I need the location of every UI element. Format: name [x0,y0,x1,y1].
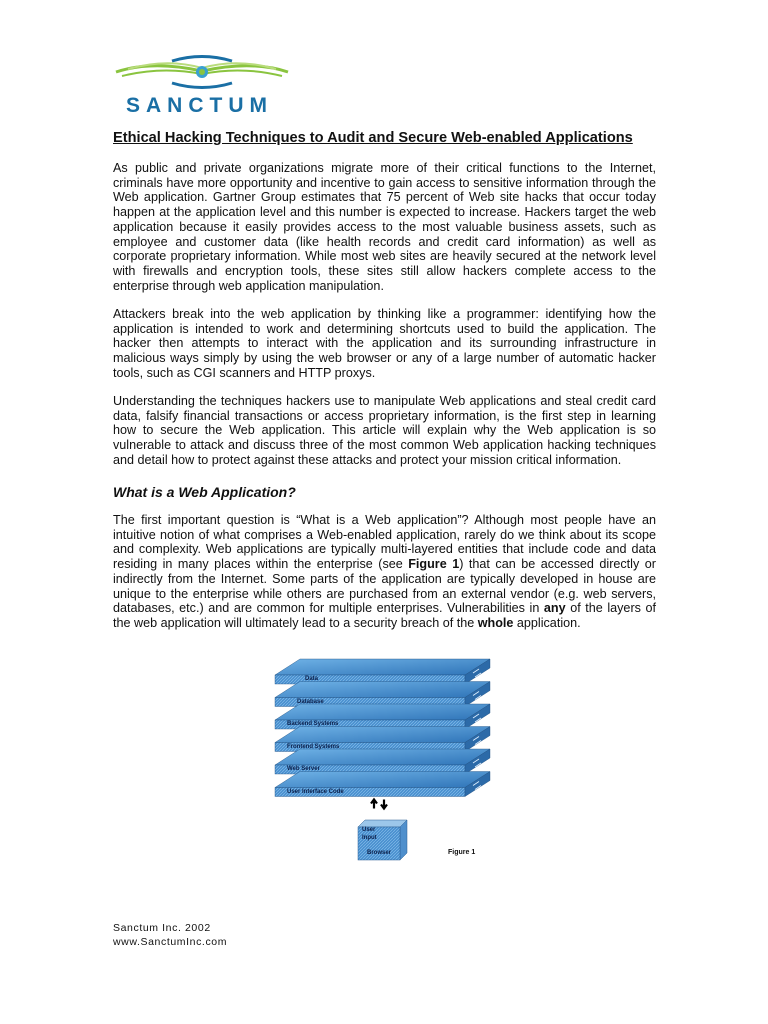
layer-top-face [275,682,490,698]
layer-top-face [275,727,490,743]
layer-top-face [275,749,490,765]
footer-url: www.SanctumInc.com [113,936,228,948]
box-label-user: User [362,827,376,833]
text-run: The first important question is “What is a Web application”? Although most people have an intuitive notion of what comprises a Web-enabled application, rarely do we think about its scope and complexity. Web applications are typically multi-layered entities that include code and data residing in many places within the enterprise (see [113,513,656,572]
logo-eye-icon [112,52,292,92]
sanctum-logo [112,52,292,122]
paragraph-3: Understanding the techniques hackers use to manipulate Web applications and steal credit card data, falsify financial transactions or access proprietary information, is the first step in learning how to secure the Web application. This article will explain why the Web application is so vulnerable to attack and discuss three of the most common Web application hacking techniques and detail how to protect against these attacks and protect your mission critical information. [113,394,656,467]
emphasis-any: any [543,601,566,616]
layer-label: Web Server [287,766,320,772]
text-run: application. [513,615,581,630]
layer-top-face [275,704,490,720]
layer-stack-diagram [270,655,500,865]
up-arrow-icon [371,800,377,809]
figure-caption: Figure 1 [448,849,476,856]
section-heading: What is a Web Application? [113,484,296,500]
layer-label: Backend Systems [287,721,339,727]
footer [113,921,227,949]
layer-top-face [275,772,490,788]
document-title: Ethical Hacking Techniques to Audit and Secure Web-enabled Applications [113,130,633,146]
figure-reference: Figure 1 [408,557,460,572]
footer-company: Sanctum Inc. 2002 [113,922,211,934]
layer-label: Database [297,698,324,705]
down-arrow-icon [381,800,387,809]
paragraph-1: As public and private organizations migrate more of their critical functions to the Internet, criminals have more opportunity and incentive to gain access to sensitive information through the Web application. Gartner Group estimates that 75 percent of Web site hacks that occur today happen at the application level and this number is expected to increase. Hackers target the web application because it easily provides access to the most valuable business assets, such as employee and customer data (like health records and credit card information) as well as corporate proprietary information. While most web sites are heavily secured at the network level with firewalls and encryption tools, these sites still allow hackers complete access to the enterprise through web application manipulation. [113,161,656,293]
layer-label: Data [305,676,319,682]
layer-label: Frontend Systems [287,743,340,750]
paragraph-4 [113,513,656,631]
emphasis-whole: whole [477,615,514,630]
text-run: ) that can be accessed directly or indirectly from the Internet. Some parts of the application are typically developed in house are unique to the enterprise while others are purchased from an external vendor (e.g. web servers, databases, etc.) and are common for multiple enterprises. Vulnerabilities in [113,557,656,616]
figure-1 [270,655,500,865]
paragraph-2: Attackers break into the web application by thinking like a programmer: identifying how the application is intended to work and determining shortcuts used to build the application. The hacker then attempts to interact with the application and its surrounding infrastructure in malicious ways simply by using the web browser or any of a large number of automatic hacker tools, such as CGI scanners and HTTP proxys. [113,307,656,380]
box-label-input: Input [362,835,377,841]
layer-top-face [275,659,490,675]
layer-label: User Interface Code [287,788,344,795]
box-label-browser: Browser [367,850,392,856]
text-run: of the layers of the web application will ultimately lead to a security breach of the [113,601,656,630]
logo-text: SANCTUM [126,94,273,117]
